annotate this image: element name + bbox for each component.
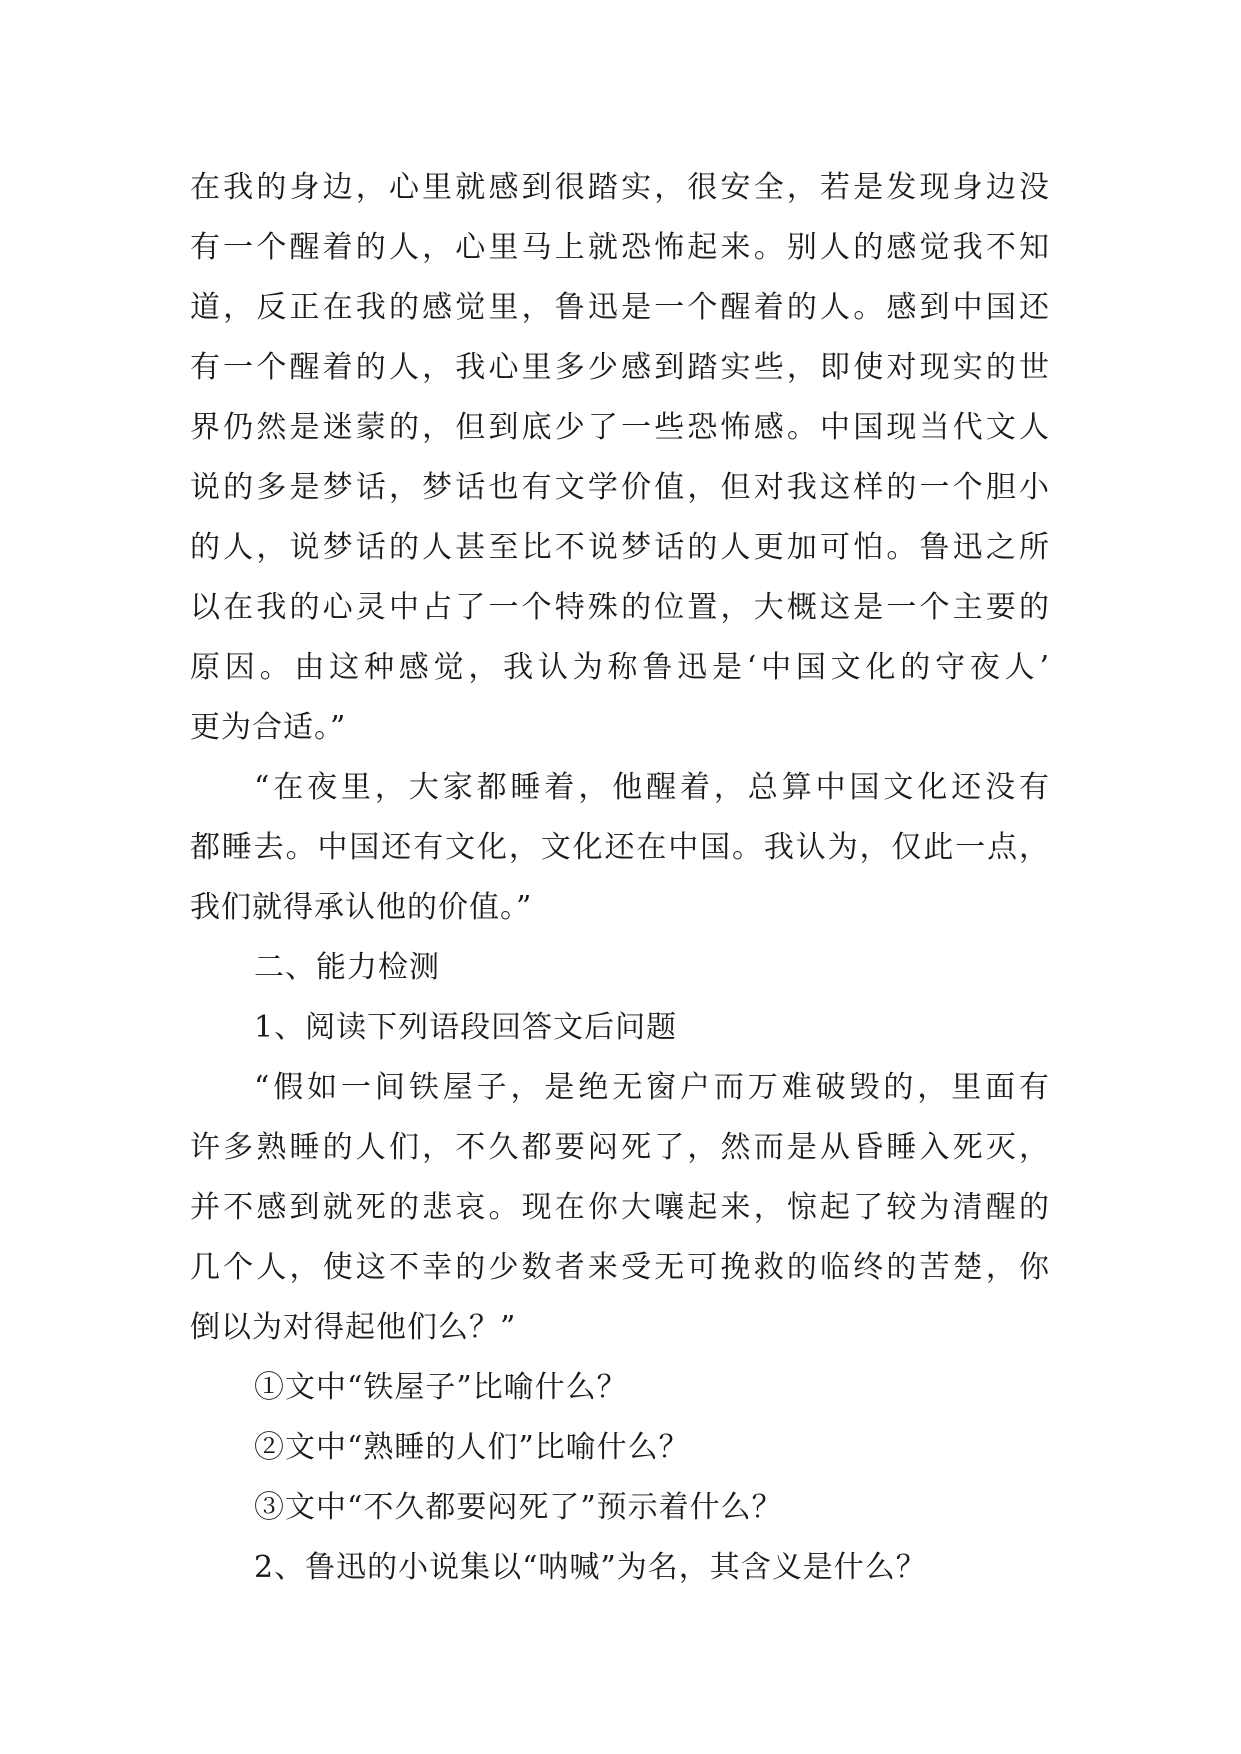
text-line: 几个人，使这不幸的少数者来受无可挽救的临终的苦楚，你 bbox=[190, 1250, 1050, 1285]
text-line: 说的多是梦话，梦话也有文学价值，但对我这样的一个胆小 bbox=[190, 470, 1050, 505]
text-line: 界仍然是迷蒙的，但到底少了一些恐怖感。中国现当代文人 bbox=[190, 410, 1050, 445]
text-line: “假如一间铁屋子，是绝无窗户而万难破毁的，里面有 bbox=[254, 1070, 1050, 1105]
paragraph bbox=[190, 1058, 1050, 1358]
text-line: 我们就得承认他的价值。” bbox=[190, 890, 533, 925]
paragraph bbox=[190, 158, 1050, 758]
text-line: 道，反正在我的感觉里，鲁迅是一个醒着的人。感到中国还 bbox=[190, 290, 1050, 325]
text-line: 1、阅读下列语段回答文后问题 bbox=[254, 1010, 678, 1045]
text-line: 并不感到就死的悲哀。现在你大嚷起来，惊起了较为清醒的 bbox=[190, 1190, 1050, 1225]
paragraph bbox=[190, 1538, 1050, 1598]
paragraph bbox=[190, 758, 1050, 938]
paragraph bbox=[190, 1478, 1050, 1538]
text-line: 倒以为对得起他们么？” bbox=[190, 1310, 517, 1345]
text-line: ①文中“铁屋子”比喻什么？ bbox=[254, 1370, 628, 1405]
document-body bbox=[190, 158, 1050, 1598]
paragraph bbox=[190, 1418, 1050, 1478]
text-line: 都睡去。中国还有文化，文化还在中国。我认为，仅此一点， bbox=[190, 830, 1050, 865]
text-line: 更为合适。” bbox=[190, 710, 347, 745]
text-line: ②文中“熟睡的人们”比喻什么？ bbox=[254, 1430, 690, 1465]
text-line: 二、能力检测 bbox=[254, 950, 440, 985]
text-line: 有一个醒着的人，我心里多少感到踏实些，即使对现实的世 bbox=[190, 350, 1050, 385]
text-line: 有一个醒着的人，心里马上就恐怖起来。别人的感觉我不知 bbox=[190, 230, 1050, 265]
text-line: 在我的身边，心里就感到很踏实，很安全，若是发现身边没 bbox=[190, 170, 1050, 205]
text-line: 2、鲁迅的小说集以“呐喊”为名，其含义是什么？ bbox=[254, 1550, 927, 1585]
paragraph bbox=[190, 1358, 1050, 1418]
text-line: 以在我的心灵中占了一个特殊的位置，大概这是一个主要的 bbox=[190, 590, 1050, 625]
text-line: “在夜里，大家都睡着，他醒着，总算中国文化还没有 bbox=[254, 770, 1050, 805]
paragraph bbox=[190, 998, 1050, 1058]
text-line: 原因。由这种感觉，我认为称鲁迅是‘中国文化的守夜人’ bbox=[190, 650, 1050, 685]
paragraph bbox=[190, 938, 1050, 998]
text-line: 的人，说梦话的人甚至比不说梦话的人更加可怕。鲁迅之所 bbox=[190, 530, 1050, 565]
text-line: 许多熟睡的人们，不久都要闷死了，然而是从昏睡入死灭， bbox=[190, 1130, 1050, 1165]
text-line: ③文中“不久都要闷死了”预示着什么？ bbox=[254, 1490, 783, 1525]
